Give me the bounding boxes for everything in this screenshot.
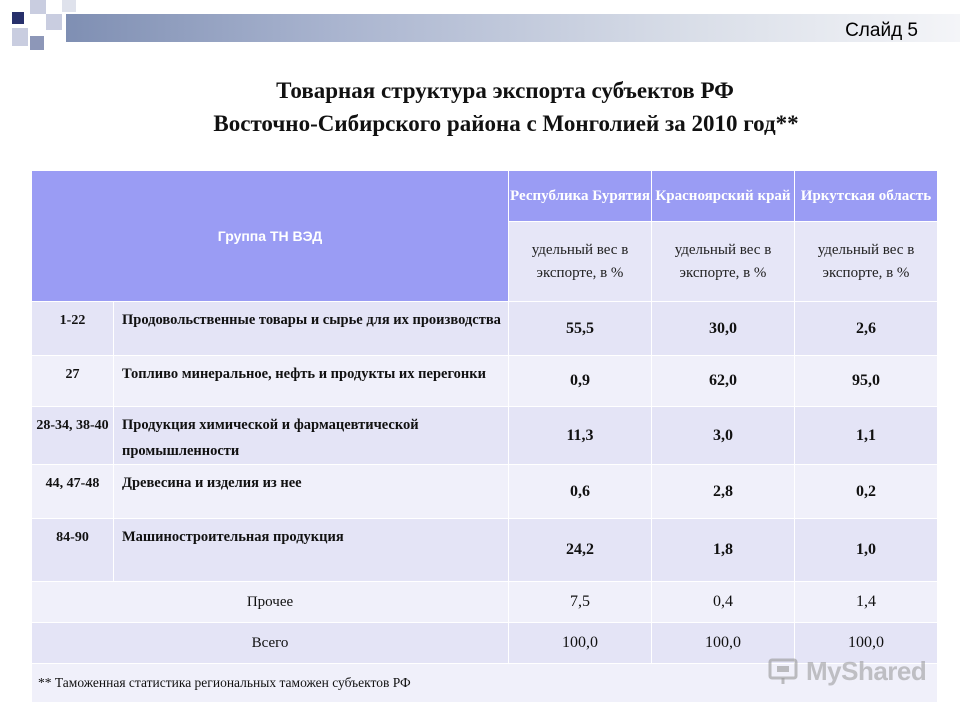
row-value: 0,9 xyxy=(509,356,652,407)
row-code: 1-22 xyxy=(32,302,114,356)
other-label: Прочее xyxy=(32,582,509,623)
row-code: 84-90 xyxy=(32,519,114,582)
row-code: 28-34, 38-40 xyxy=(32,407,114,465)
row-name: Продовольственные товары и сырье для их производства xyxy=(114,302,509,356)
row-value: 2,8 xyxy=(652,465,795,519)
table-row xyxy=(32,465,938,519)
row-value: 11,3 xyxy=(509,407,652,465)
export-structure-table xyxy=(31,170,938,703)
total-value: 100,0 xyxy=(652,623,795,664)
other-value: 7,5 xyxy=(509,582,652,623)
region-header: Красноярский край xyxy=(652,171,795,222)
row-name: Топливо минеральное, нефть и продукты их перегонки xyxy=(114,356,509,407)
row-name: Древесина и изделия из нее xyxy=(114,465,509,519)
total-value: 100,0 xyxy=(795,623,938,664)
row-value: 62,0 xyxy=(652,356,795,407)
row-value: 0,2 xyxy=(795,465,938,519)
other-value: 0,4 xyxy=(652,582,795,623)
region-subheader: удельный вес в экспорте, в % xyxy=(795,222,938,302)
table-row xyxy=(32,302,938,356)
row-code: 27 xyxy=(32,356,114,407)
table-row xyxy=(32,356,938,407)
other-value: 1,4 xyxy=(795,582,938,623)
page-title xyxy=(0,74,960,140)
total-value: 100,0 xyxy=(509,623,652,664)
row-value: 55,5 xyxy=(509,302,652,356)
row-value: 2,6 xyxy=(795,302,938,356)
table-row xyxy=(32,519,938,582)
row-value: 1,0 xyxy=(795,519,938,582)
row-value: 95,0 xyxy=(795,356,938,407)
region-header: Иркутская область xyxy=(795,171,938,222)
row-value: 30,0 xyxy=(652,302,795,356)
row-value: 24,2 xyxy=(509,519,652,582)
title-line-2: Восточно-Сибирского района с Монголией за 2010 год** xyxy=(213,111,799,136)
table-row-other xyxy=(32,582,938,623)
region-subheader: удельный вес в экспорте, в % xyxy=(652,222,795,302)
presentation-icon xyxy=(768,658,798,686)
slide-number: Слайд 5 xyxy=(845,20,918,41)
row-value: 3,0 xyxy=(652,407,795,465)
watermark-text: MyShared xyxy=(806,656,927,686)
region-subheader: удельный вес в экспорте, в % xyxy=(509,222,652,302)
row-name: Машиностроительная продукция xyxy=(114,519,509,582)
row-value: 1,1 xyxy=(795,407,938,465)
group-header: Группа ТН ВЭД xyxy=(32,171,509,302)
total-label: Всего xyxy=(32,623,509,664)
row-code: 44, 47-48 xyxy=(32,465,114,519)
footnote: ** Таможенная статистика региональных таможен субъектов РФ xyxy=(32,664,938,703)
row-name: Продукция химической и фармацевтической промышленности xyxy=(114,407,509,465)
table-row-total xyxy=(32,623,938,664)
table-row xyxy=(32,407,938,465)
row-value: 1,8 xyxy=(652,519,795,582)
region-header: Республика Бурятия xyxy=(509,171,652,222)
title-line-1: Товарная структура экспорта субъектов РФ xyxy=(276,78,734,103)
table-row-footnote xyxy=(32,664,938,703)
header-bar xyxy=(66,14,960,42)
row-value: 0,6 xyxy=(509,465,652,519)
